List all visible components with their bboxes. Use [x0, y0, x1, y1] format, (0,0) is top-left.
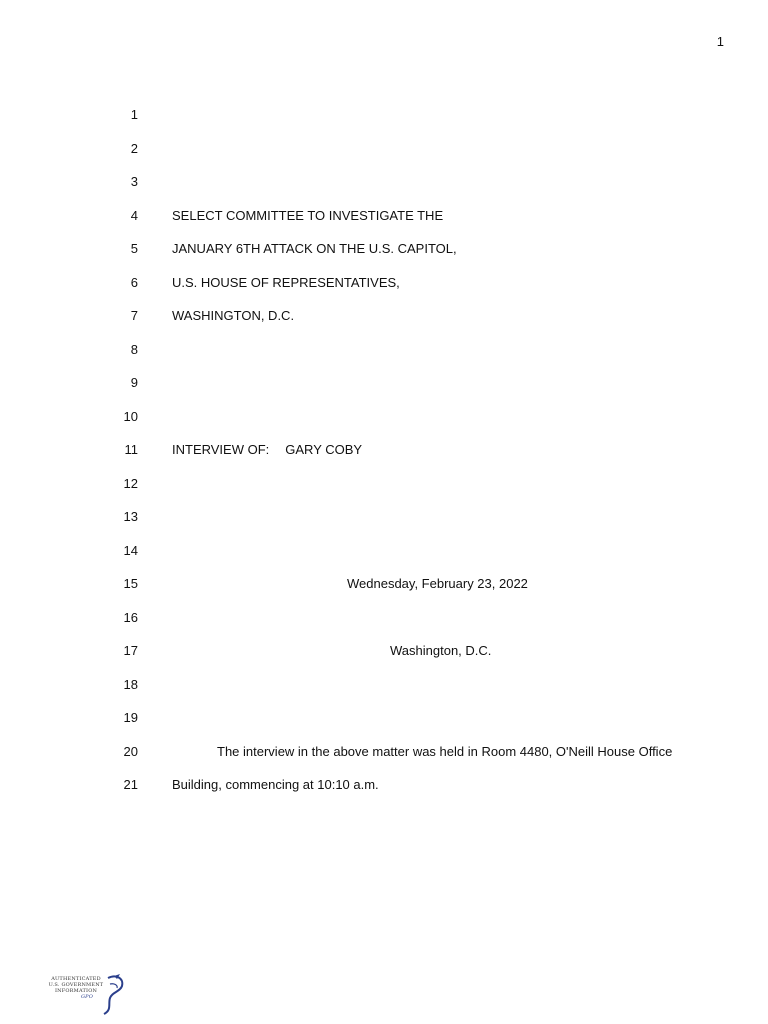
interview-of [172, 441, 362, 459]
line-11 [0, 441, 768, 475]
line-number: 5 [130, 241, 138, 256]
line-number: 10 [123, 408, 138, 424]
line-21 [0, 776, 768, 810]
line-number: 6 [130, 274, 138, 290]
line-5 [0, 240, 768, 274]
line-number: 2 [130, 140, 138, 156]
proceeding-statement-line-1: The interview in the above matter was held in Room 4480, O'Neill House Office [217, 743, 673, 759]
proceeding-statement-line-2: Building, commencing at 10:10 a.m. [172, 777, 379, 792]
line-number: 18 [123, 676, 138, 692]
line-15 [0, 575, 768, 609]
line-number: 4 [130, 207, 138, 223]
line-1 [0, 106, 768, 140]
line-12 [0, 475, 768, 509]
line-number: 20 [123, 743, 138, 759]
gpo-logo-line-3: INFORMATION [54, 988, 98, 994]
line-18 [0, 676, 768, 710]
gpo-logo-line-4: GPO [80, 994, 94, 1000]
gpo-logo-line-1: AUTHENTICATED [51, 976, 101, 982]
line-9 [0, 374, 768, 408]
gpo-authentication-logo [44, 972, 128, 1018]
line-number: 7 [130, 308, 138, 323]
house-name: U.S. HOUSE OF REPRESENTATIVES, [172, 274, 400, 290]
committee-name-line-1: SELECT COMMITTEE TO INVESTIGATE THE [172, 207, 444, 223]
eagle-icon [98, 972, 126, 1016]
line-number: 13 [123, 509, 138, 524]
line-number: 1 [130, 107, 138, 122]
line-6 [0, 274, 768, 308]
line-3 [0, 173, 768, 207]
line-10 [0, 408, 768, 442]
interview-place: Washington, D.C. [390, 643, 492, 658]
line-number: 11 [124, 442, 138, 457]
line-number: 12 [123, 475, 138, 491]
line-number: 14 [123, 542, 138, 558]
page-number: 1 [716, 34, 724, 49]
line-number: 16 [123, 609, 138, 625]
line-number: 8 [130, 341, 138, 357]
line-4 [0, 207, 768, 241]
line-19 [0, 709, 768, 743]
line-16 [0, 609, 768, 643]
line-17 [0, 642, 768, 676]
line-20 [0, 743, 768, 777]
line-7 [0, 307, 768, 341]
transcript-lines [0, 106, 768, 810]
line-number: 17 [123, 643, 138, 658]
line-14 [0, 542, 768, 576]
line-2 [0, 140, 768, 174]
interview-label: INTERVIEW OF: [172, 442, 270, 457]
committee-name-line-2: JANUARY 6TH ATTACK ON THE U.S. CAPITOL, [172, 241, 457, 256]
line-number: 3 [130, 174, 138, 189]
line-number: 21 [123, 777, 138, 792]
line-number: 15 [123, 576, 138, 591]
committee-location: WASHINGTON, D.C. [172, 308, 295, 323]
line-number: 9 [130, 375, 138, 390]
line-number: 19 [123, 710, 138, 725]
interviewee-name: GARY COBY [285, 442, 363, 457]
gpo-logo-line-2: U.S. GOVERNMENT [48, 982, 104, 988]
line-13 [0, 508, 768, 542]
line-8 [0, 341, 768, 375]
interview-date: Wednesday, February 23, 2022 [347, 576, 528, 591]
